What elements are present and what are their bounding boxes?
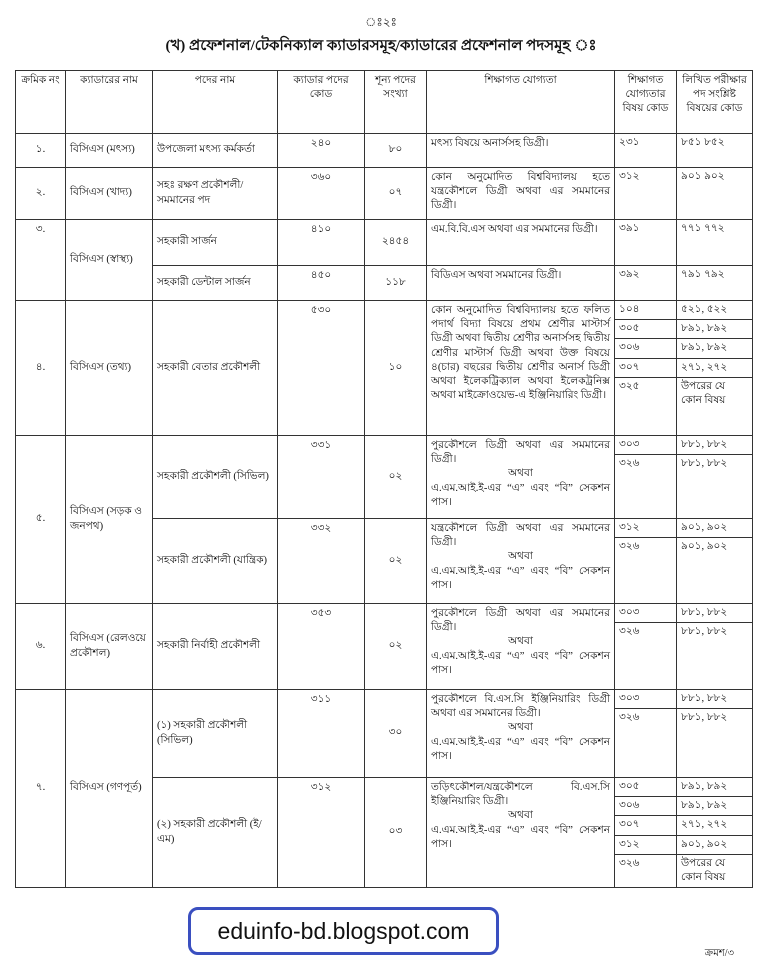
table-row (16, 134, 753, 168)
vacancy-count: ১১৮ (365, 266, 427, 301)
cadre-post-code: ৪১০ (278, 220, 365, 266)
qualification-text: অথবা (508, 636, 533, 648)
column-header: শিক্ষাগত যোগ্যতার বিষয় কোড (615, 71, 677, 134)
subject-code: ৩০৩ (615, 436, 676, 455)
post-name: সহকারী প্রকৌশলী (সিভিল) (153, 436, 278, 519)
column-header: লিখিত পরীক্ষার পদ সংশ্লিষ্ট বিষয়ের কোড (677, 71, 753, 134)
serial-number: ৬. (16, 604, 66, 690)
subject-code: ৩০৭ (615, 816, 676, 835)
subject-code: ৩০৬ (615, 797, 676, 816)
exam-codes (677, 519, 753, 604)
cadre-name: বিসিএস (খাদ্য) (66, 168, 153, 220)
cadre-post-code: ৩১১ (278, 690, 365, 778)
exam-codes (677, 266, 753, 301)
table-row (16, 436, 753, 519)
subject-codes (615, 436, 677, 519)
subject-code: ৩০৭ (615, 359, 676, 378)
exam-subject-code: ৮৯১, ৮৯২ (677, 339, 752, 358)
exam-subject-code: ২৭১, ২৭২ (677, 816, 752, 835)
cadre-post-code: ৩৫৩ (278, 604, 365, 690)
post-name: (২) সহকারী প্রকৌশলী (ই/এম) (153, 778, 278, 888)
table-row (16, 301, 753, 436)
column-header: ক্রমিক নং (16, 71, 66, 134)
exam-subject-code: ৯০১, ৯০২ (677, 519, 752, 538)
subject-code: ৩২৬ (619, 626, 640, 638)
watermark-link[interactable]: eduinfo-bd.blogspot.com (188, 907, 499, 955)
vacancy-count: ০২ (365, 436, 427, 519)
exam-codes (677, 436, 753, 519)
exam-codes (677, 134, 753, 168)
subject-code: ৩২৬ (619, 541, 640, 553)
subject-codes (615, 604, 677, 690)
serial-number: ১. (16, 134, 66, 168)
cadre-name: বিসিএস (সড়ক ও জনপথ) (66, 436, 153, 604)
qualification-text: তড়িৎকৌশল/যন্ত্রকৌশলে বি.এস.সি ইঞ্জিনিয়ারিং ডিগ্রী। (431, 782, 610, 808)
subject-codes (615, 301, 677, 436)
cadre-name: বিসিএস (রেলওয়ে প্রকৌশল) (66, 604, 153, 690)
post-name: উপজেলা মৎস্য কর্মকর্তা (153, 134, 278, 168)
post-name: সহকারী নির্বাহী প্রকৌশলী (153, 604, 278, 690)
qualification-text: পুরকৌশলে ডিগ্রী অথবা এর সমমানের ডিগ্রী। (431, 608, 610, 634)
qualification-text: বিডিএস অথবা সমমানের ডিগ্রী। (431, 270, 562, 281)
exam-subject-code: ৯০১ ৯০২ (681, 171, 725, 182)
serial-number: ২. (16, 168, 66, 220)
exam-subject-code: ৮৮১, ৮৮২ (677, 604, 752, 623)
cadre-name: বিসিএস (স্বাস্থ্য) (66, 220, 153, 301)
exam-subject-code: ৮৯১, ৮৯২ (677, 797, 752, 816)
post-name: সহকারী বেতার প্রকৌশলী (153, 301, 278, 436)
exam-codes (677, 778, 753, 888)
exam-subject-code: ৮৮১, ৮৮২ (681, 458, 728, 470)
subject-codes (615, 266, 677, 301)
post-name: সহঃ রক্ষণ প্রকৌশলী/সমমানের পদ (153, 168, 278, 220)
cadre-post-code: ৩৩১ (278, 436, 365, 519)
subject-code: ৩৯২ (619, 269, 640, 280)
qualification-text: এম.বি.বি.এস অথবা এর সমমানের ডিগ্রী। (431, 224, 598, 235)
vacancy-count: ০২ (365, 604, 427, 690)
subject-code: ৩০৫ (615, 320, 676, 339)
exam-subject-code: ৮৫১ ৮৫২ (681, 137, 725, 148)
qualification-text: মৎস্য বিষয়ে অনার্সসহ ডিগ্রী। (431, 138, 549, 149)
subject-code: ৩০৬ (615, 339, 676, 358)
exam-subject-code: ৫২১, ৫২২ (677, 301, 752, 320)
qualification-text: কোন অনুমোদিত বিশ্ববিদ্যালয় হতে যন্ত্রকৌশলে ডিগ্রী অথবা এর সমমানের ডিগ্রী। (431, 172, 610, 212)
cadre-name: বিসিএস (গণপূর্ত) (66, 690, 153, 888)
subject-code: ২৩১ (619, 137, 640, 148)
post-name: (১) সহকারী প্রকৌশলী (সিভিল) (153, 690, 278, 778)
serial-number: ৪. (16, 301, 66, 436)
qualification-text: অথবা (508, 551, 533, 563)
exam-codes (677, 604, 753, 690)
exam-subject-code: ৭৭১ ৭৭২ (681, 223, 725, 234)
table-row (16, 604, 753, 690)
qualification-text: অথবা (508, 468, 533, 480)
qualification-text: যন্ত্রকৌশলে ডিগ্রী অথবা এর সমমানের ডিগ্রী। (431, 523, 610, 549)
column-header: শিক্ষাগত যোগ্যতা (427, 71, 615, 134)
subject-code: ৩০৩ (615, 604, 676, 623)
cadre-post-code: ৩১২ (278, 778, 365, 888)
table-row (16, 690, 753, 778)
qualification-text: এ.এম.আই.ই-এর “এ” এবং “বি” সেকশন পাস। (431, 824, 610, 850)
exam-subject-code: ৭৯১ ৭৯২ (681, 269, 725, 280)
cadre-name: বিসিএস (মৎস্য) (66, 134, 153, 168)
vacancy-count: ৮০ (365, 134, 427, 168)
qualification-text: এ.এম.আই.ই-এর “এ” এবং “বি” সেকশন পাস। (431, 736, 610, 762)
post-name: সহকারী সার্জন (153, 220, 278, 266)
cadre-name: বিসিএস (তথ্য) (66, 301, 153, 436)
subject-code: ৩২৫ (619, 380, 640, 392)
exam-subject-code: ৮৯১, ৮৯২ (677, 320, 752, 339)
vacancy-count: ৩০ (365, 690, 427, 778)
qualification-text: অথবা (508, 810, 533, 822)
column-header: শূন্য পদের সংখ্যা (365, 71, 427, 134)
continued-marker: ক্রমশ/৩ (704, 948, 734, 959)
cadre-posts-table (15, 70, 753, 888)
qualification-text: পুরকৌশলে বি.এস.সি ইঞ্জিনিয়ারিং ডিগ্রী অথবা এর সমমানের ডিগ্রী। (431, 694, 610, 720)
subject-code: ৩১২ (615, 519, 676, 538)
vacancy-count: ০৭ (365, 168, 427, 220)
cadre-post-code: ৫৩০ (278, 301, 365, 436)
qualification (427, 220, 615, 266)
qualification (427, 778, 615, 888)
exam-subject-code: ৮৯১, ৮৯২ (677, 778, 752, 797)
column-header: পদের নাম (153, 71, 278, 134)
subject-code: ৩১২ (619, 171, 640, 182)
cadre-post-code: ৩৬০ (278, 168, 365, 220)
subject-codes (615, 134, 677, 168)
table-header-row (16, 71, 753, 134)
qualification (427, 436, 615, 519)
post-name: সহকারী প্রকৌশলী (যান্ত্রিক) (153, 519, 278, 604)
subject-codes (615, 778, 677, 888)
subject-code: ৩১২ (615, 836, 676, 855)
section-title: (খ) প্রফেশনাল/টেকনিক্যাল ক্যাডারসমূহ/ক্যাডারের প্রফেশনাল পদসমূহ ঃ (165, 38, 597, 54)
column-header: ক্যাডার পদের কোড (278, 71, 365, 134)
qualification (427, 301, 615, 436)
exam-subject-code: ৮৮১, ৮৮২ (677, 690, 752, 709)
table-body (16, 134, 753, 888)
exam-subject-code: ৯০১, ৯০২ (681, 541, 728, 553)
vacancy-count: ১০ (365, 301, 427, 436)
table-row (16, 168, 753, 220)
exam-subject-code: ৮৮১, ৮৮২ (677, 436, 752, 455)
vacancy-count: ২৪৫৪ (365, 220, 427, 266)
serial-number: ৭. (16, 690, 66, 888)
exam-subject-code: ৮৮১, ৮৮২ (681, 712, 728, 724)
subject-code: ৩২৬ (619, 712, 640, 724)
exam-subject-code: উপরের যে কোন বিষয় (681, 857, 726, 883)
exam-subject-code: উপরের যে কোন বিষয় (681, 380, 726, 406)
qualification-text: এ.এম.আই.ই-এর “এ” এবং “বি” সেকশন পাস। (431, 565, 610, 591)
subject-code: ৩০৩ (615, 690, 676, 709)
subject-codes (615, 690, 677, 778)
exam-subject-code: ৯০১, ৯০২ (677, 836, 752, 855)
table-row (16, 220, 753, 266)
qualification (427, 266, 615, 301)
qualification-text: অথবা (508, 722, 533, 734)
qualification-text: পুরকৌশলে ডিগ্রী অথবা এর সমমানের ডিগ্রী। (431, 440, 610, 466)
cadre-post-code: ৩৩২ (278, 519, 365, 604)
page-marker: ঃ২ঃ (365, 15, 397, 29)
subject-code: ১০৪ (615, 301, 676, 320)
subject-code: ৩২৬ (619, 857, 640, 869)
qualification (427, 168, 615, 220)
qualification (427, 604, 615, 690)
serial-number: ৩. (16, 220, 66, 301)
exam-subject-code: ৮৮১, ৮৮২ (681, 626, 728, 638)
qualification (427, 134, 615, 168)
subject-code: ৩৯১ (619, 223, 640, 234)
qualification (427, 690, 615, 778)
subject-code: ৩২৬ (619, 458, 640, 470)
cadre-post-code: ৪৫০ (278, 266, 365, 301)
qualification (427, 519, 615, 604)
qualification-text: এ.এম.আই.ই-এর “এ” এবং “বি” সেকশন পাস। (431, 650, 610, 676)
cadre-post-code: ২৪০ (278, 134, 365, 168)
subject-code: ৩০৫ (615, 778, 676, 797)
exam-codes (677, 690, 753, 778)
exam-subject-code: ২৭১, ২৭২ (677, 359, 752, 378)
subject-codes (615, 519, 677, 604)
vacancy-count: ০৩ (365, 778, 427, 888)
post-name: সহকারী ডেন্টাল সার্জন (153, 266, 278, 301)
exam-codes (677, 168, 753, 220)
qualification-text: কোন অনুমোদিত বিশ্ববিদ্যালয় হতে ফলিত পদার্থ বিদ্যা বিষয়ে প্রথম শ্রেণীর মাস্টার্স ডিগ্রী অথবা দ্বিতীয় শ্রেণীর অনার্সসহ দ্বিতীয় শ্রেণীর মাস্টার্স ডিগ্রী অথবা উক্ত বিষয়ে ৪(চার) বছরের দ্বিতীয় শ্রেণীর অনার্স ডিগ্রী অথবা ইলেকট্রিক্যাল অথবা ইলেকট্রনিক্স অথবা মাইক্রোওয়েভ-এ ইঞ্জিনিয়ারিং ডিগ্রী। (431, 305, 610, 402)
subject-codes (615, 168, 677, 220)
vacancy-count: ০২ (365, 519, 427, 604)
serial-number: ৫. (16, 436, 66, 604)
column-header: ক্যাডারের নাম (66, 71, 153, 134)
exam-codes (677, 220, 753, 266)
qualification-text: এ.এম.আই.ই-এর “এ” এবং “বি” সেকশন পাস। (431, 482, 610, 508)
exam-codes (677, 301, 753, 436)
subject-codes (615, 220, 677, 266)
